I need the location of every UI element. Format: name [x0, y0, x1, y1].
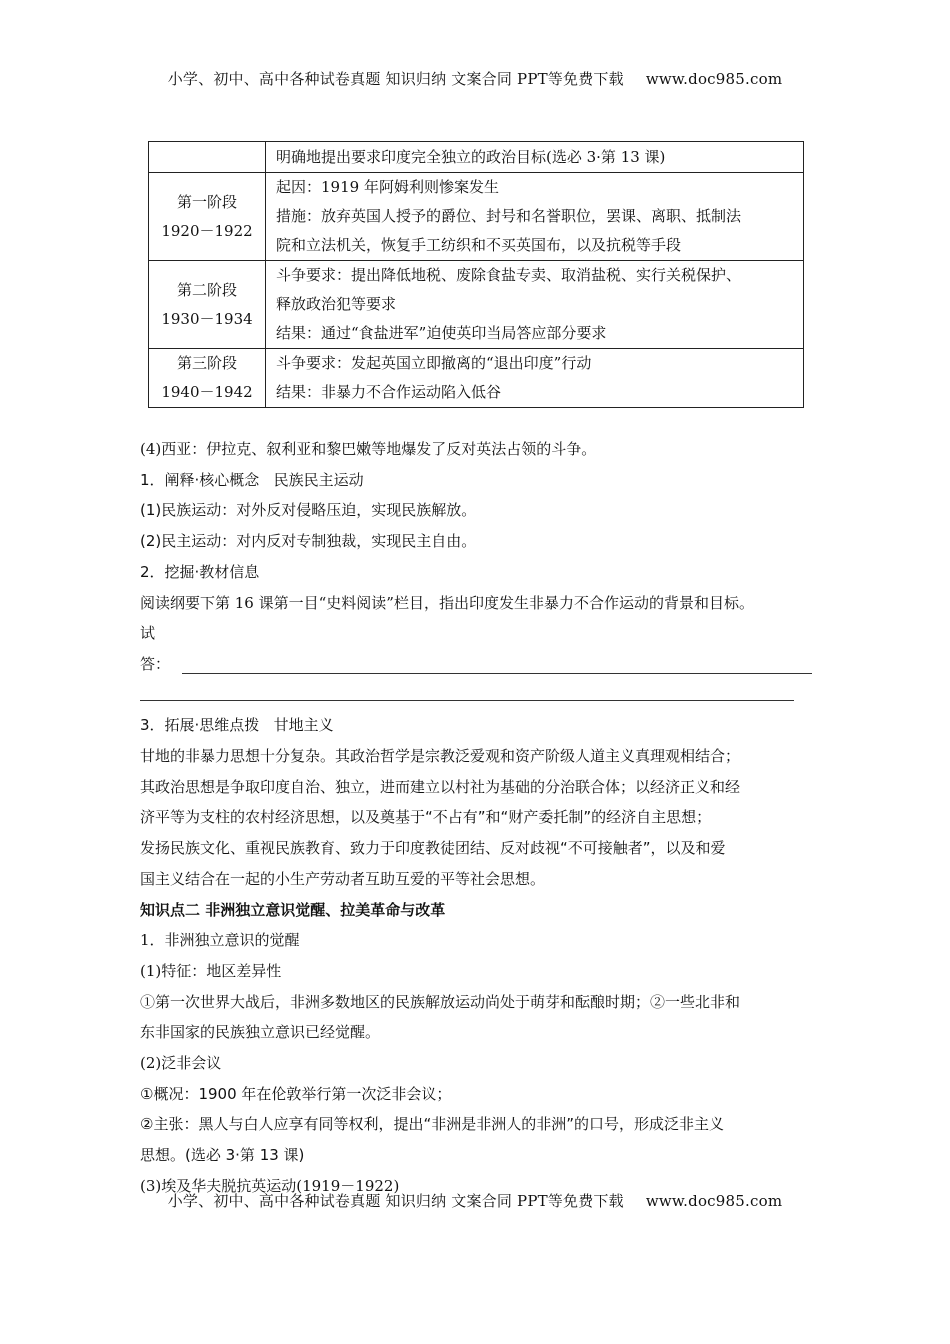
pan-african-heading: (2)泛非会议: [140, 1054, 222, 1073]
democratic-movement-definition: (2)民主运动：对内反对专制独裁，实现民主自由。: [140, 532, 477, 551]
feature-line: ①第一次世界大战后，非洲多数地区的民族解放运动尚处于萌芽和酝酿时期；②一些北非和: [140, 992, 741, 1011]
detail-line: 院和立法机关，恢复手工纺织和不买英国布，以及抗税等手段: [276, 236, 682, 254]
national-movement-definition: (1)民族运动：对外反对侵略压迫，实现民族解放。: [140, 501, 477, 520]
egypt-heading: (3)埃及华夫脱抗英运动(1919－1922): [140, 1176, 400, 1195]
detail-line: 措施：放弃英国人授予的爵位、封号和名誉职位，罢课、离职、抵制法: [276, 207, 742, 225]
phase-name: 第一阶段: [176, 192, 237, 211]
feature-heading: (1)特征：地区差异性: [140, 961, 282, 980]
detail-line: 结果：非暴力不合作运动陷入低谷: [276, 383, 502, 401]
africa-section-title: 1．非洲独立意识的觉醒: [140, 931, 300, 950]
answer-blank-row: [140, 680, 812, 711]
table-row: [149, 173, 804, 261]
phase-years: 1920－1922: [161, 221, 253, 240]
section-heading: [140, 710, 812, 741]
detail-line: 斗争要求：发起英国立即撤离的“退出印度”行动: [276, 354, 592, 372]
table-row: [149, 142, 804, 173]
phase-cell: [149, 349, 266, 408]
header-text: 小学、初中、高中各种试卷真题 知识归纳 文案合同 PPT等免费下载: [167, 70, 624, 88]
gandhi-text-line: 发扬民族文化、重视民族教育、致力于印度教徒团结、反对歧视“不可接触者”，以及和爱: [140, 839, 726, 858]
header-url[interactable]: www.doc985.com: [645, 70, 783, 88]
answer-input-line[interactable]: [182, 653, 812, 674]
pan-african-claim-line: 思想。(选必 3·第 13 课): [140, 1146, 305, 1165]
table-row: [149, 349, 804, 408]
page-footer: [0, 1190, 950, 1211]
answer-input-line[interactable]: [140, 700, 794, 701]
page-header: [0, 68, 950, 89]
pan-african-overview: ①概况：1900 年在伦敦举行第一次泛非会议；: [140, 1084, 452, 1103]
phase-detail-cell: [266, 173, 804, 261]
document-body: [140, 434, 812, 1202]
section-3-title: 3．拓展·思维点拨: [140, 716, 260, 735]
phase-cell: [149, 261, 266, 349]
answer-row: [140, 618, 812, 679]
phase-years: 1930－1934: [161, 309, 253, 328]
detail-line: 结果：通过“食盐进军”迫使英印当局答应部分要求: [276, 324, 607, 342]
footer-text: 小学、初中、高中各种试卷真题 知识归纳 文案合同 PPT等免费下载: [167, 1192, 624, 1210]
phase-detail-cell: [266, 349, 804, 408]
detail-line: 斗争要求：提出降低地税、废除食盐专卖、取消盐税、实行关税保护、: [276, 266, 742, 284]
footer-url[interactable]: www.doc985.com: [645, 1192, 783, 1210]
table-top-row-text: 明确地提出要求印度完全独立的政治目标(选必 3·第 13 课): [266, 142, 804, 173]
table-row: [149, 261, 804, 349]
section-1-title: 1．阐释·核心概念: [140, 470, 260, 489]
knowledge-point-2-title: 知识点二 非洲独立意识觉醒、拉美革命与改革: [140, 900, 446, 919]
answer-label: 试答：: [140, 624, 171, 673]
gandhi-movement-table: [148, 141, 804, 408]
phase-name: 第三阶段: [176, 354, 237, 372]
section-2-prompt: 阅读纲要下第 16 课第一目“史料阅读”栏目，指出印度发生非暴力不合作运动的背景和目标。: [140, 593, 754, 612]
gandhi-text-line: 国主义结合在一起的小生产劳动者互助互爱的平等社会思想。: [140, 869, 546, 888]
section-1-topic: 民族民主运动: [273, 470, 364, 489]
phase-name: 第二阶段: [176, 280, 237, 299]
phase-years: 1940－1942: [161, 383, 253, 401]
section-3-topic: 甘地主义: [273, 716, 334, 735]
gandhi-text-line: 其政治思想是争取印度自治、独立，进而建立以村社为基础的分治联合体；以经济正义和经: [140, 777, 741, 796]
phase-cell: [149, 173, 266, 261]
feature-line: 东非国家的民族独立意识已经觉醒。: [140, 1023, 381, 1042]
gandhi-text-line: 济平等为支柱的农村经济思想，以及奠基于“不占有”和“财产委托制”的经济自主思想；: [140, 808, 712, 827]
gandhi-text-line: 甘地的非暴力思想十分复杂。其政治哲学是宗教泛爱观和资产阶级人道主义真理观相结合；: [140, 747, 741, 766]
section-heading: [140, 465, 812, 496]
section-2-title: 2．挖掘·教材信息: [140, 562, 260, 581]
phase-detail-cell: [266, 261, 804, 349]
detail-line: 起因：1919 年阿姆利则惨案发生: [276, 178, 499, 196]
pan-african-claim-line: ②主张：黑人与白人应享有同等权利，提出“非洲是非洲人的非洲”的口号，形成泛非主义: [140, 1115, 724, 1134]
table-cell-empty: [149, 142, 266, 173]
detail-line: 释放政治犯等要求: [276, 295, 397, 313]
west-asia-paragraph: (4)西亚：伊拉克、叙利亚和黎巴嫩等地爆发了反对英法占领的斗争。: [140, 440, 597, 458]
